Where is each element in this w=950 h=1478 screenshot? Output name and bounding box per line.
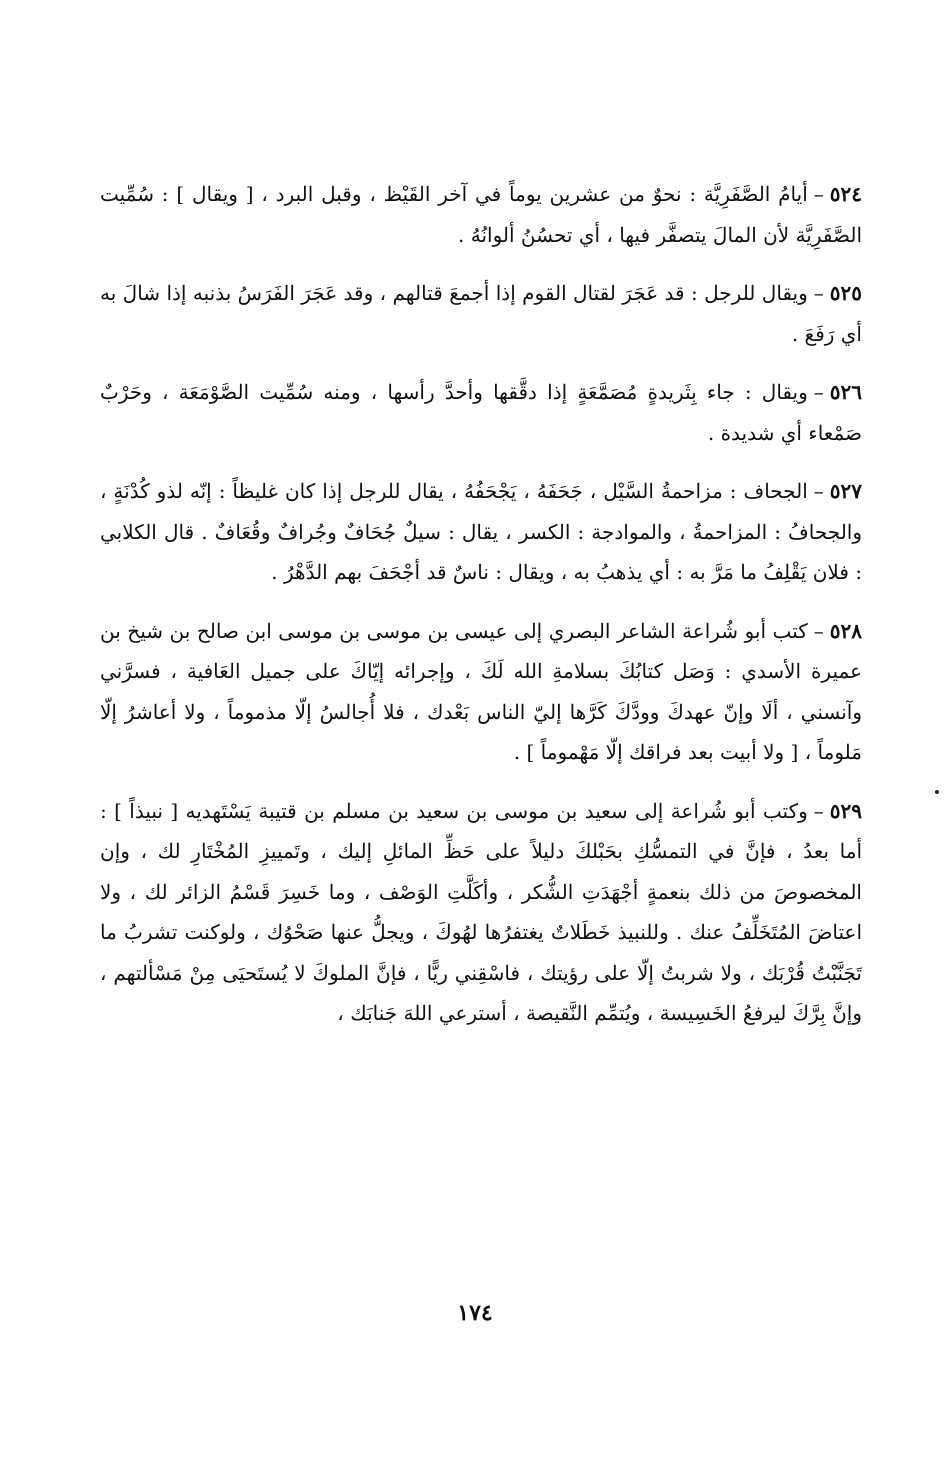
entry-text: الجحاف : مزاحمةُ السَّيْل ، جَحَفَهُ ، يَجْحَفُهُ ، يقال للرجل إذا كان غليظاً : إنّه لذو كُدْنَةٍ ، والجحافُ : المزاحمةُ ، والموادجة : الكسر ، يقال : سيلٌ جُحَافٌ وجُرافٌ وقُعَافٌ . قال الكلابي : فلان يَقْلِفُ ما مَرَّ به : أي يذهبُ به ، ويقال : ناسٌ قد أجْحَفَ بهم الدَّهْرُ .: [100, 479, 862, 584]
entry-524: [100, 174, 862, 255]
entry-number: ٥٢٥: [829, 281, 862, 305]
entry-text: أيامُ الصَّفَرِيَّة : نحوٌ من عشرين يوماً في آخر القَيْظ ، وقبل البرد ، [ ويقال ] : سُمِّيت الصَّفَرِيَّة لأن المالَ يتصفَّر فيها ، أي تحسُنُ ألوانُهُ .: [100, 182, 862, 247]
entry-527: [100, 471, 862, 593]
entry-528: [100, 611, 862, 773]
entry-526: [100, 372, 862, 453]
margin-dot: [935, 790, 939, 794]
entry-text: ويقال : جاء بِثَريدةٍ مُصَمَّعَةٍ إذا دقَّقها وأحدَّ رأسها ، ومنه سُمِّيت الصَّوْمَعَة ، وحَرْبٌ صَمْعاء أي شديدة .: [100, 380, 862, 445]
entry-dash: –: [813, 281, 824, 305]
entry-525: [100, 273, 862, 354]
entry-text: ويقال للرجل : قد عَجَرَ لقتال القوم إذا أجمعَ قتالهم ، وقد عَجَرَ الفَرَسُ بذنبه إذا شالَ به أي رَفَعَ .: [100, 281, 862, 346]
entry-number: ٥٢٦: [829, 380, 862, 404]
entry-number: ٥٢٨: [829, 618, 862, 643]
document-page: [0, 174, 950, 1052]
entry-number: ٥٢٩: [829, 798, 862, 823]
entry-dash: –: [813, 618, 824, 643]
entry-dash: –: [813, 182, 824, 206]
entry-dash: –: [813, 798, 824, 823]
entry-dash: –: [813, 380, 824, 404]
entry-text: وكتب أبو شُراعة إلى سعيد بن موسى بن سعيد بن مسلم بن قتيبة يَسْتَهديه [ نبيذاً ] : أما بعدُ ، فإنَّ في التمسُّكِ بحَبْلكَ دليلاً على حَظِّ المائلِ إليك ، وتَمييزِ المُخْتَارِ لك ، وإن المخصوصَ من ذلك بنعمةٍ أجْهَدَتِ الشُّكر ، وأكَلَّتِ الوَصْف ، وما خَسِرَ قَسْمُ الزائر لك ، ولا اعتاضَ المُتَخَلِّفُ عنك . وللنبيذ خَطَلاتٌ يغتفرُها لهُوكَ ، ويجلُّ عنها صَحْوُك ، ولوكنت تشربُ ما تَجَنَّبْتُ قُرْبَك ، ولا شربتُ إلّا على رؤيتك ، فاسْقِني ريًّا ، فإنَّ الملوكَ لا يُستَحيَى مِنْ مَسْألتهم ، وإنَّ بِرَّكَ ليرفعُ الخَسِيسة ، ويُتمِّم النَّقيصة ، أسترعي اللهَ جَنابَك ،: [100, 798, 863, 1025]
entry-dash: –: [813, 479, 824, 503]
entry-number: ٥٢٤: [829, 182, 862, 206]
entry-529: [100, 791, 862, 1034]
entry-text: كتب أبو شُراعة الشاعر البصري إلى عيسى بن موسى بن موسى ابن صالح بن شيخ بن عميرة الأسدي : وَصَل كتابُكَ بسلامةِ الله لَكَ ، وإجرائه إيّاكَ على جميل العَافية ، فسرَّني وآنسني ، ألَا وإنّ عهدكَ وودَّكَ كَرَّها إليّ الناس بَعْدك ، فلا أُجالسُ إلّا مذموماً ، ولا أعاشرُ إلّا مَلوماً ، [ ولا أبيت بعد فراقك إلّا مَهْموماً ] .: [100, 618, 862, 764]
page-number: ١٧٤: [457, 1300, 493, 1326]
entry-number: ٥٢٧: [829, 479, 862, 503]
